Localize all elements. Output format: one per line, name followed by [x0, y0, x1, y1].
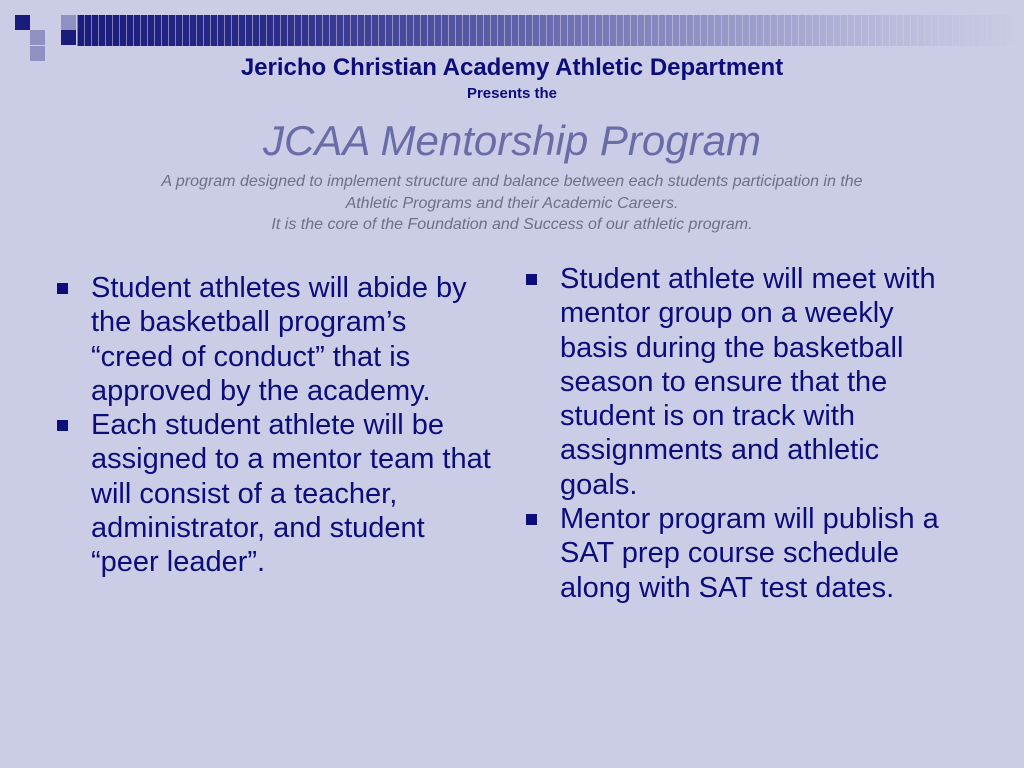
- header-decoration: [0, 0, 1024, 62]
- decor-square: [61, 30, 76, 45]
- tagline-line: A program designed to implement structure and balance between each students participation in the: [161, 173, 863, 190]
- bullet-text: Each student athlete will be assigned to a mentor team that will consist of a teacher, administrator, and student “peer leader”.: [91, 409, 491, 579]
- right-bullet-list: [524, 262, 964, 605]
- bullet-item: [524, 502, 964, 605]
- decor-square: [61, 15, 76, 30]
- presents-label: Presents the: [466, 85, 558, 102]
- decor-square: [15, 15, 30, 30]
- tagline-line: It is the core of the Foundation and Success of our athletic program.: [271, 216, 753, 233]
- bullet-text: Student athlete will meet with mentor group on a weekly basis during the basketball season to ensure that the student is on track with assignments and athletic goals.: [560, 263, 936, 501]
- tagline-line: Athletic Programs and their Academic Careers.: [345, 194, 679, 212]
- bullet-text: Mentor program will publish a SAT prep course schedule along with SAT test dates.: [560, 503, 939, 604]
- program-title: JCAA Mentorship Program: [263, 117, 761, 164]
- bullet-item: [524, 262, 964, 502]
- square-bullet-icon: [526, 514, 537, 525]
- square-bullet-icon: [57, 283, 68, 294]
- square-bullet-icon: [526, 274, 537, 285]
- organization-title: Jericho Christian Academy Athletic Department: [240, 54, 784, 81]
- left-bullet-list: [55, 271, 495, 580]
- program-tagline: [60, 171, 964, 236]
- bullet-item: [55, 408, 495, 579]
- decor-square: [30, 30, 45, 45]
- bullet-item: [55, 271, 495, 408]
- bullet-text: Student athletes will abide by the basketball program’s “creed of conduct” that is approved by the academy.: [91, 272, 467, 407]
- square-bullet-icon: [57, 420, 68, 431]
- decor-stripe-band: [77, 15, 1024, 46]
